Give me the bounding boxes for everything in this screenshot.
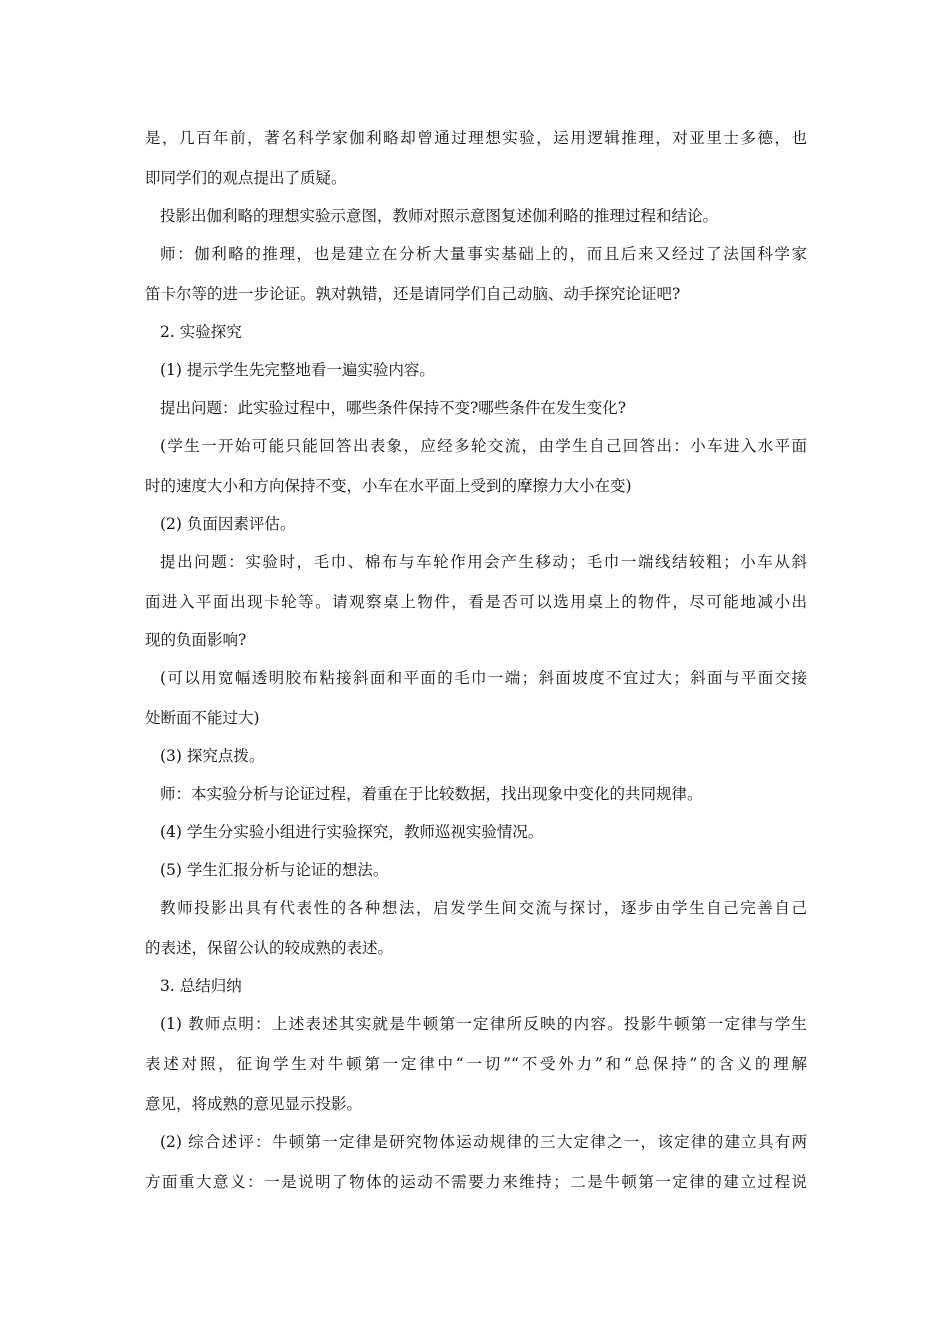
text-line: 师：本实验分析与论证过程，着重在于比较数据，找出现象中变化的共同规律。 [160, 785, 703, 803]
text-line: 面进入平面出现卡轮等。请观察桌上物件，看是否可以选用桌上的物件，尽可能地减小出 [145, 593, 807, 611]
text-line: 提出问题：此实验过程中，哪些条件保持不变?哪些条件在发生变化? [160, 399, 627, 417]
text-line: 即同学们的观点提出了质疑。 [145, 169, 347, 187]
text-line: 是，几百年前，著名科学家伽利略却曾通过理想实验，运用逻辑推理，对亚里士多德，也 [145, 129, 807, 147]
text-line: 意见，将成熟的意见显示投影。 [145, 1095, 363, 1113]
text-line: 投影出伽利略的理想实验示意图，教师对照示意图复述伽利略的推理过程和结论。 [160, 207, 719, 225]
text-line: 处断面不能过大) [145, 709, 260, 727]
text-line: 时的速度大小和方向保持不变，小车在水平面上受到的摩擦力大小在变) [145, 477, 632, 495]
text-line: 笛卡尔等的进一步论证。孰对孰错，还是请同学们自己动脑、动手探究论证吧? [145, 285, 681, 303]
text-line: (可以用宽幅透明胶布粘接斜面和平面的毛巾一端；斜面坡度不宜过大；斜面与平面交接 [160, 669, 807, 687]
text-line: (3) 探究点拨。 [160, 747, 265, 765]
text-line: 教师投影出具有代表性的各种想法，启发学生间交流与探讨，逐步由学生自己完善自己 [160, 899, 807, 917]
text-line: (5) 学生汇报分析与论证的想法。 [160, 861, 389, 879]
section-heading: 3. 总结归纳 [160, 977, 242, 995]
text-line: 现的负面影响? [145, 631, 247, 649]
text-line: (学生一开始可能只能回答出表象，应经多轮交流，由学生自己回答出：小车进入水平面 [160, 437, 807, 455]
text-line: 表述对照，征询学生对牛顿第一定律中“一切”“不受外力”和“总保持”的含义的理解 [145, 1055, 807, 1073]
text-line: (1) 提示学生先完整地看一遍实验内容。 [160, 361, 435, 379]
text-line: 方面重大意义：一是说明了物体的运动不需要力来维持；二是牛顿第一定律的建立过程说 [145, 1173, 807, 1191]
text-line: 的表述，保留公认的较成熟的表述。 [145, 939, 394, 957]
text-line: 师：伽利略的推理，也是建立在分析大量事实基础上的，而且后来又经过了法国科学家 [160, 245, 807, 263]
section-heading: 2. 实验探究 [160, 323, 242, 341]
text-line: (1) 教师点明：上述表述其实就是牛顿第一定律所反映的内容。投影牛顿第一定律与学生 [160, 1015, 807, 1033]
text-line: 提出问题：实验时，毛巾、棉布与车轮作用会产生移动；毛巾一端线结较粗；小车从斜 [160, 553, 807, 571]
text-line: (4) 学生分实验小组进行实验探究，教师巡视实验情况。 [160, 823, 544, 841]
text-line: (2) 负面因素评估。 [160, 515, 296, 533]
text-line: (2) 综合述评：牛顿第一定律是研究物体运动规律的三大定律之一，该定律的建立具有两 [160, 1133, 807, 1151]
